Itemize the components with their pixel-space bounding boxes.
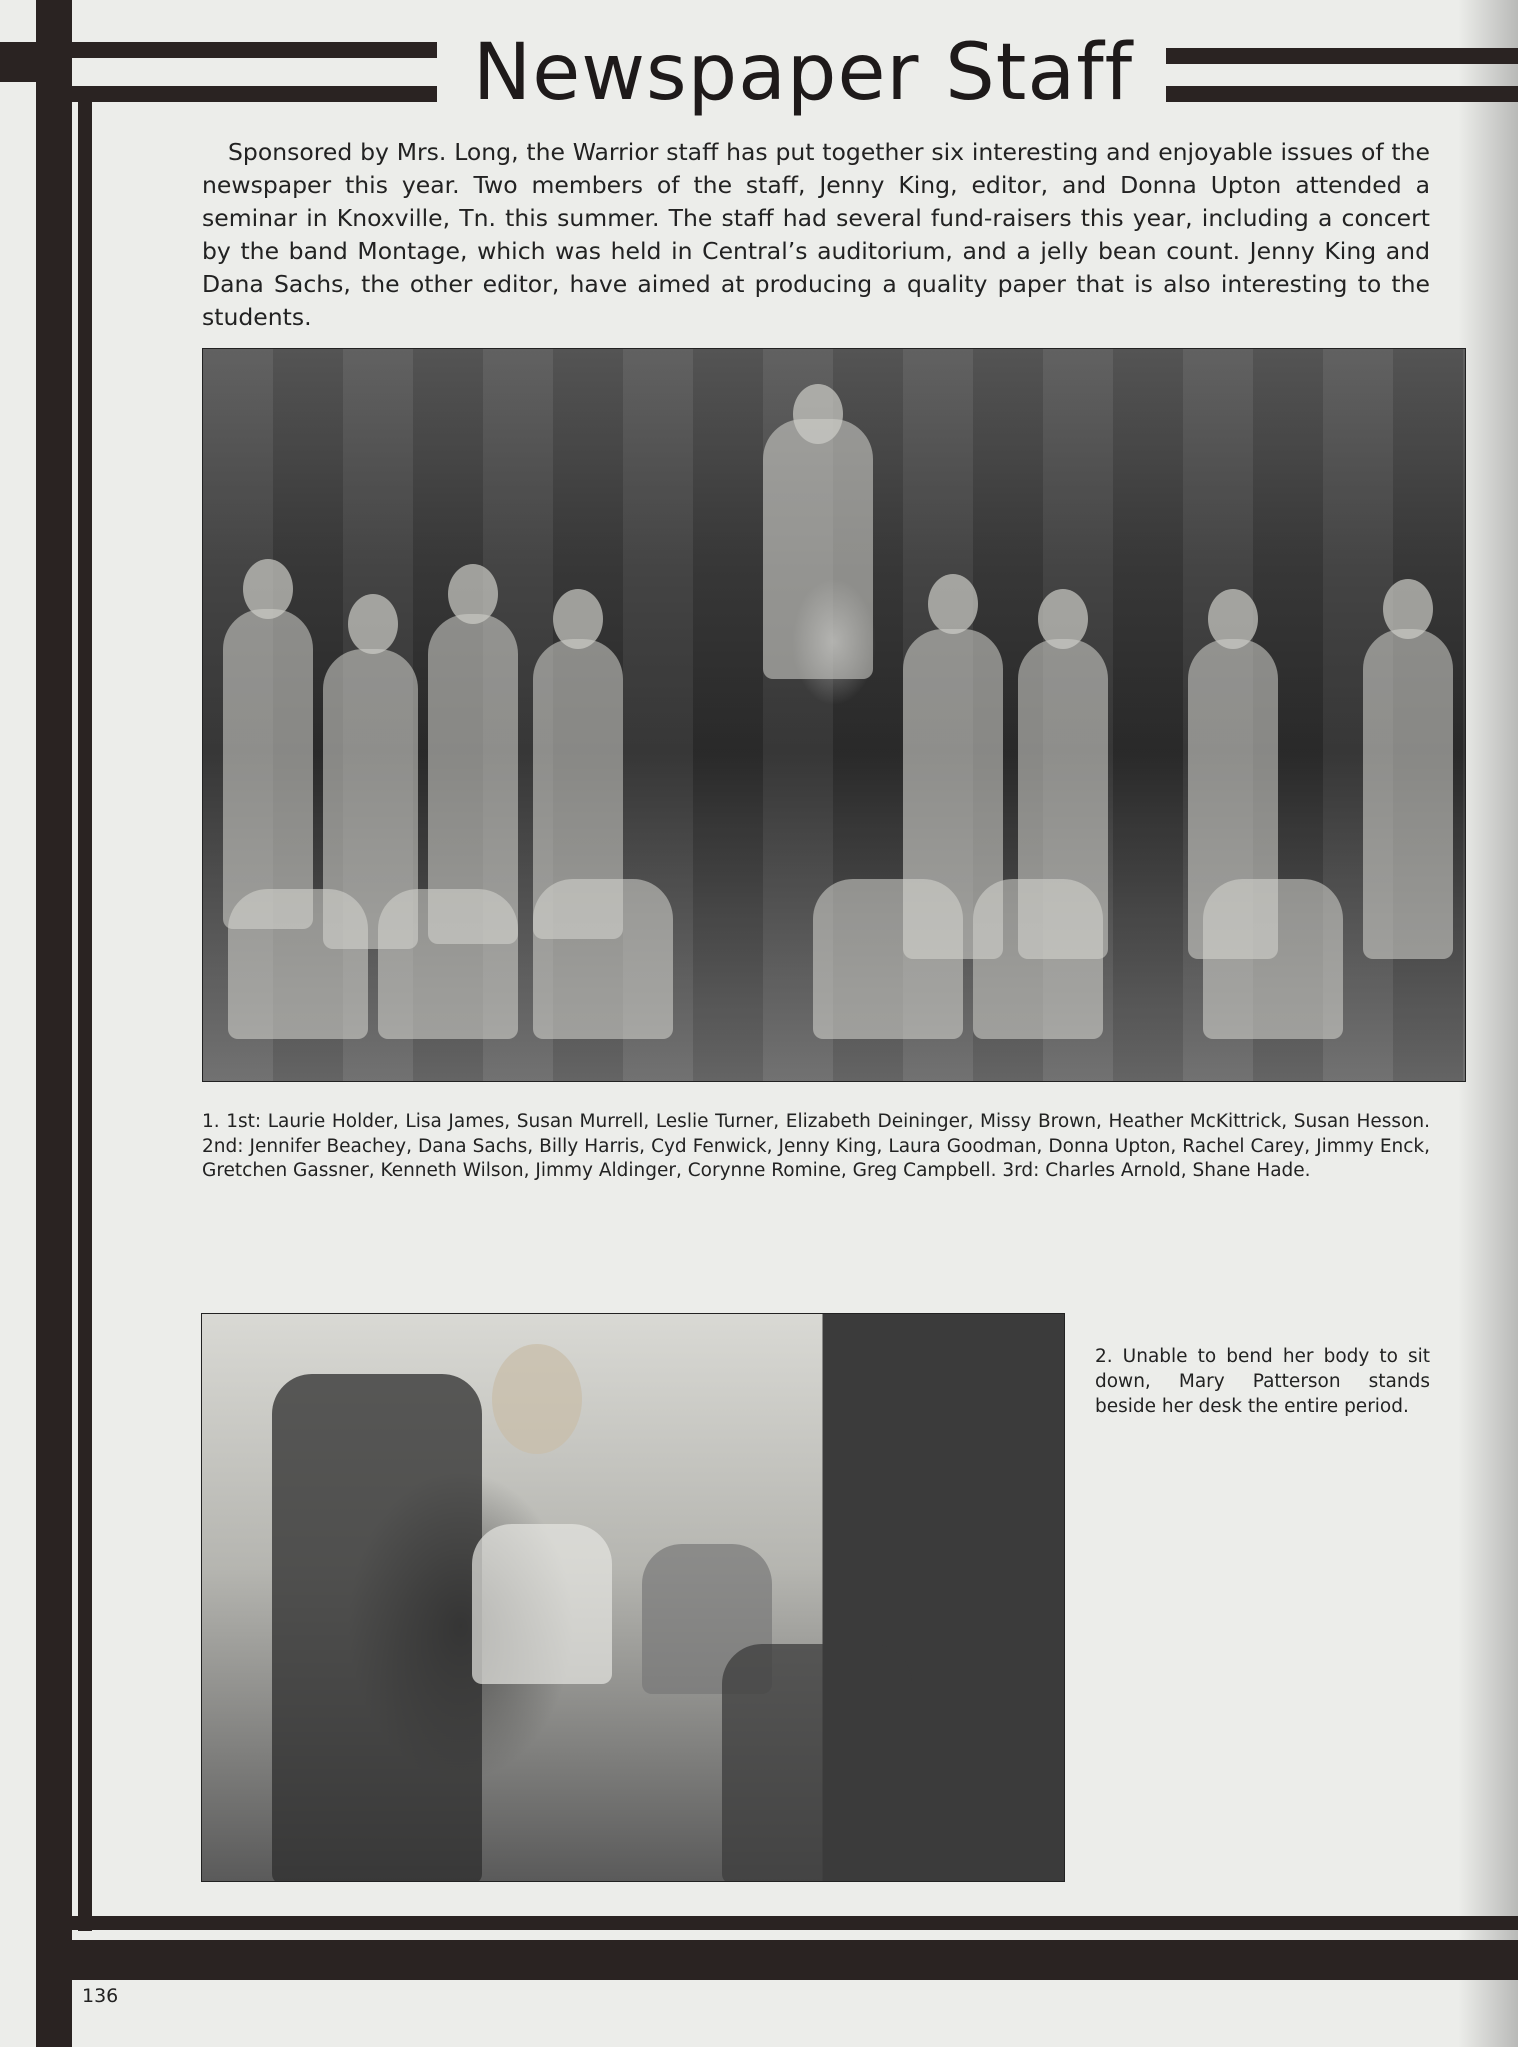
person-head (448, 564, 498, 624)
person-silhouette (533, 879, 673, 1039)
classroom-photo (201, 1313, 1065, 1882)
frame-bar (1166, 86, 1518, 102)
person-head (243, 559, 293, 619)
person-silhouette (813, 879, 963, 1039)
seated-student-silhouette (722, 1644, 912, 1882)
intro-paragraph: Sponsored by Mrs. Long, the Warrior staff has put together six interesting and enjoyable issues of the newspaper this year. Two members of the staff, Jenny King, editor, and Donna Upton attended a seminar in Knoxville, Tn. this summer. The staff had several fund-raisers this year, including a concert by the band Montage, which was held in Central’s auditorium, and a jelly bean count. Jenny King and Dana Sachs, the other editor, have aimed at producing a quality paper that is also interesting to the students. (202, 138, 1430, 331)
person-silhouette (228, 889, 368, 1039)
person-silhouette (378, 889, 518, 1039)
frame-bar (36, 1940, 1518, 1980)
page-number: 136 (82, 1985, 119, 2007)
photo-2-caption: 2. Unable to bend her body to sit down, Mary Patterson stands beside her desk the entire period. (1095, 1346, 1430, 1417)
statue-head (793, 384, 843, 444)
page-binding-shadow (1458, 0, 1518, 2047)
person-silhouette (223, 609, 313, 929)
person-head (348, 594, 398, 654)
photo-1-caption: 1. 1st: Laurie Holder, Lisa James, Susan Murrell, Leslie Turner, Elizabeth Deininger, Missy Brown, Heather McKittrick, Susan Hesson. 2nd: Jennifer Beachey, Dana Sachs, Billy Harris, Cyd Fenwick, Jenny King, Laura Goodman, Donna Upton, Rachel Carey, Jimmy Enck, Gretchen Gassner, Kenneth Wilson, Jimmy Aldinger, Corynne Romine, Greg Campbell. 3rd: Charles Arnold, Shane Hade. (202, 1111, 1430, 1181)
frame-bar (36, 0, 72, 2047)
person-silhouette (1363, 629, 1453, 959)
student-head (492, 1344, 582, 1454)
frame-bar (0, 42, 437, 58)
person-silhouette (973, 879, 1103, 1039)
frame-bar (78, 86, 92, 1931)
person-head (1038, 589, 1088, 649)
person-head (1383, 579, 1433, 639)
frame-bar (72, 1916, 1518, 1930)
staff-group-photo (202, 348, 1466, 1082)
person-head (928, 574, 978, 634)
statue-silhouette (763, 419, 873, 679)
frame-bar (72, 86, 437, 102)
page-title: Newspaper Staff (472, 28, 1134, 118)
person-head (553, 589, 603, 649)
standing-student-silhouette (272, 1374, 482, 1882)
frame-bar (1166, 48, 1518, 64)
person-head (1208, 589, 1258, 649)
seated-student-silhouette (472, 1524, 612, 1684)
person-silhouette (1203, 879, 1343, 1039)
